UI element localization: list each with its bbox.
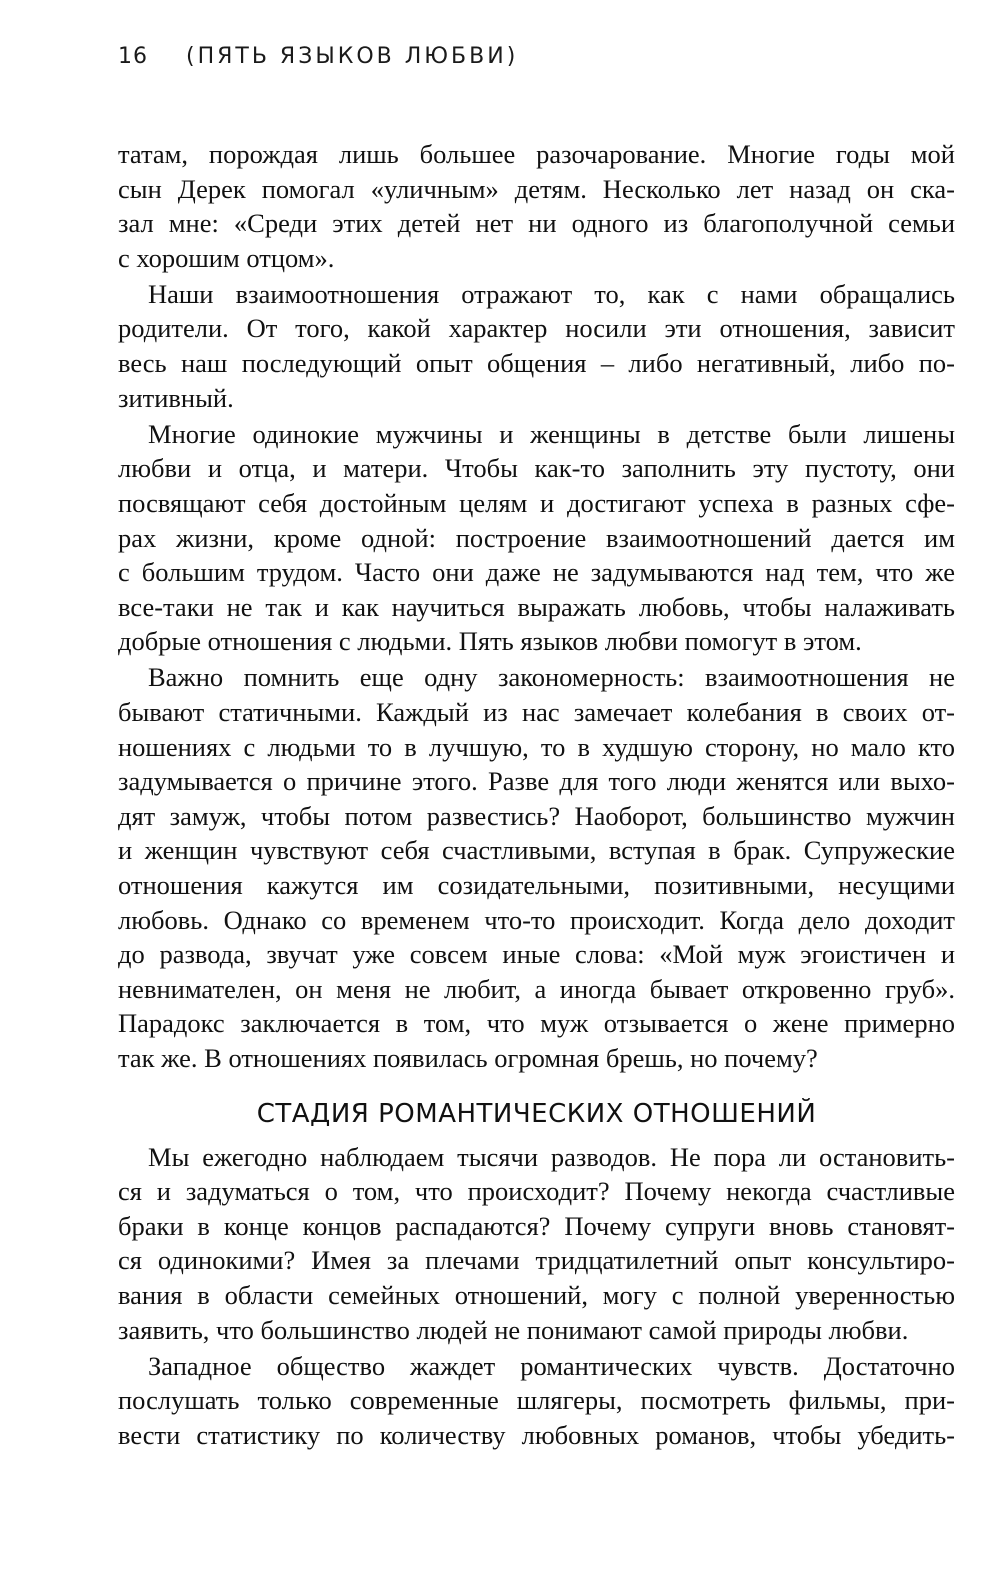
running-header [118,44,518,69]
body-text [118,137,955,1452]
text-line: татам, порождая лишь большее разочарование. Многие годы мой [118,139,955,169]
text-line: задумывается о причине этого. Разве для того люди женятся или выхо- [118,766,955,797]
text-line: Западное общество жаждет романтических чувств. Достаточно [148,1350,955,1381]
text-line: ся и задуматься о том, что происходит? Почему некогда счастливые [118,1176,955,1207]
text-line: все-таки не так и как научиться выражать любовь, чтобы налаживать [118,591,955,622]
text-line: Наши взаимоотношения отражают то, как с нами обращались [148,278,955,309]
text-line: зал мне: «Среди этих детей нет ни одного из благополучной семьи [118,208,955,239]
text-line: послушать только современные шлягеры, посмотреть фильмы, при- [118,1385,955,1416]
text-line: с хорошим отцом». [118,242,335,273]
text-line: бывают статичными. Каждый из нас замечает колебания в своих от- [118,697,955,727]
text-line: вести статистику по количеству любовных романов, чтобы убедить- [118,1419,955,1450]
text-line: родители. От того, какой характер носили эти отношения, зависит [118,313,955,344]
text-line: сын Дерек помогал «уличным» детям. Несколько лет назад он ска- [118,173,955,204]
text-line: вания в области семейных отношений, могу с полной уверенностью [118,1279,955,1310]
running-title: (ПЯТЬ ЯЗЫКОВ ЛЮБВИ) [186,44,519,69]
text-line: рах жизни, кроме одной: построение взаимоотношений дается им [118,522,955,553]
text-line: с большим трудом. Часто они даже не задумываются над тем, что же [118,557,955,588]
text-line: Парадокс заключается в том, что муж отзывается о жене примерно [118,1008,955,1039]
text-line: невнимателен, он меня не любит, а иногда бывает откровенно груб». [118,973,955,1004]
page-number: 16 [118,44,148,69]
text-line: отношения кажутся им созидательными, позитивными, несущими [118,869,955,900]
text-line: любовь. Однако со временем что-то происходит. Когда дело доходит [118,904,955,935]
text-line: Многие одинокие мужчины и женщины в детстве были лишены [148,418,955,449]
text-line: заявить, что большинство людей не понимают самой природы любви. [118,1314,909,1345]
text-line: весь наш последующий опыт общения – либо негативный, либо по- [118,348,955,379]
text-line: Важно помнить еще одну закономерность: взаимоотношения не [148,662,955,693]
text-line: ношениях с людьми то в лучшую, то в худшую сторону, но мало кто [118,731,955,762]
text-line: браки в конце концов распадаются? Почему супруги вновь становят- [118,1210,955,1241]
text-line: Мы ежегодно наблюдаем тысячи разводов. Не пора ли остановить- [148,1141,955,1172]
text-line: до развода, звучат уже совсем иные слова: «Мой муж эгоистичен и [118,939,955,970]
text-line: так же. В отношениях появилась огромная брешь, но почему? [118,1042,818,1073]
section-heading: СТАДИЯ РОМАНТИЧЕСКИХ ОТНОШЕНИЙ [256,1098,817,1129]
text-line: и женщин чувствуют себя счастливыми, вступая в брак. Супружеские [118,835,955,866]
text-line: ся одинокими? Имея за плечами тридцатилетний опыт консультиро- [118,1245,955,1276]
text-line: любви и отца, и матери. Чтобы как-то заполнить эту пустоту, они [118,453,955,484]
text-line: зитивный. [118,382,234,413]
text-line: добрые отношения с людьми. Пять языков любви помогут в этом. [118,626,862,657]
text-line: дят замуж, чтобы потом развестись? Наоборот, большинство мужчин [118,800,955,831]
text-line: посвящают себя достойным целям и достигают успеха в разных сфе- [118,487,955,518]
